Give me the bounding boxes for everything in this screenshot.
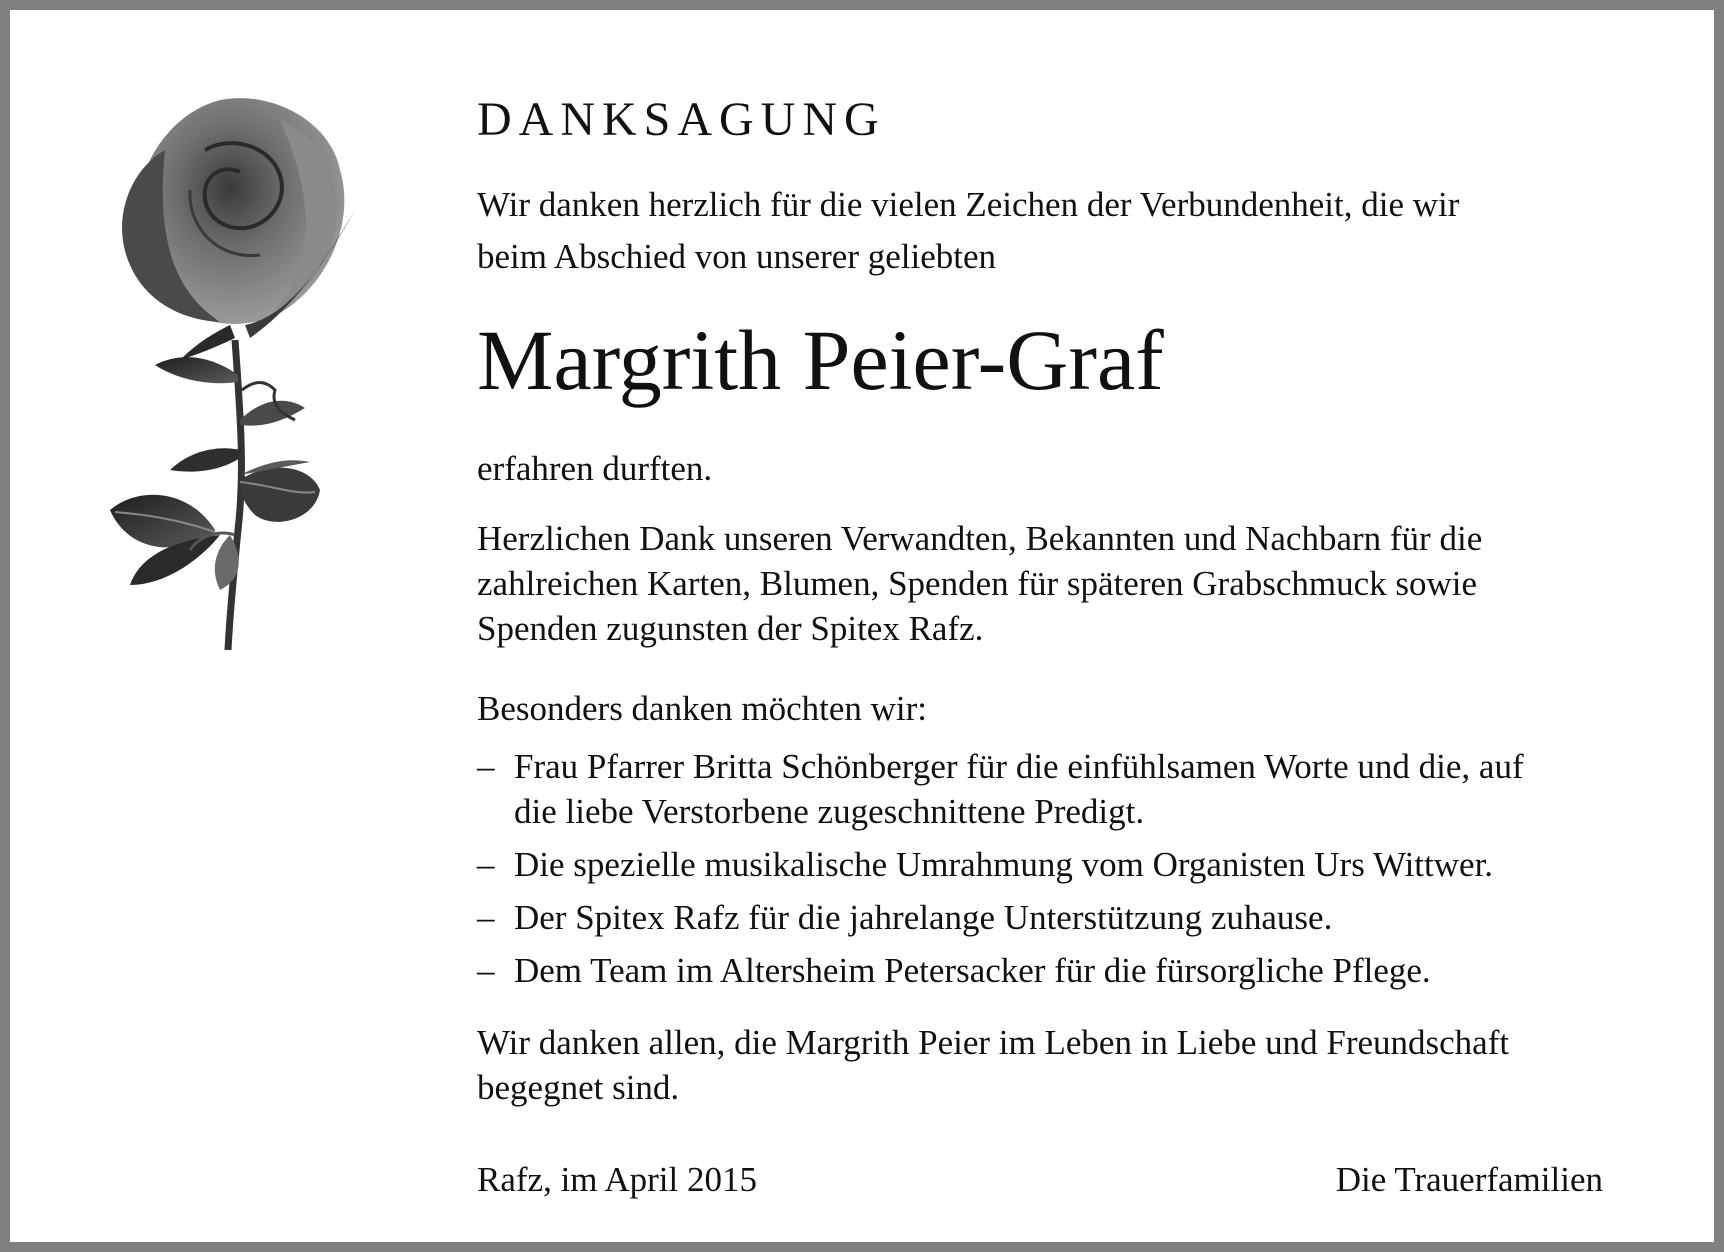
closing-line-1: Wir danken allen, die Margrith Peier im Leben in Liebe und Freundschaft <box>477 1023 1510 1062</box>
special-item-text: Dem Team im Altersheim Petersacker für die fürsorgliche Pflege. <box>514 951 1431 990</box>
intro-end: erfahren durften. <box>477 449 713 488</box>
rose-image <box>70 90 410 650</box>
special-item-text: Frau Pfarrer Britta Schönberger für die einfühlsamen Worte und die, auf <box>514 747 1524 786</box>
thanks-line-1: Herzlichen Dank unseren Verwandten, Bekannten und Nachbarn für die <box>477 519 1483 558</box>
bullet-dash: – <box>477 898 495 937</box>
deceased-name: Margrith Peier-Graf <box>477 312 1164 408</box>
special-item-text: die liebe Verstorbene zugeschnittene Predigt. <box>514 792 1145 831</box>
signature: Die Trauerfamilien <box>1335 1160 1603 1199</box>
closing-line-2: begegnet sind. <box>477 1068 680 1107</box>
thanks-line-2: zahlreichen Karten, Blumen, Spenden für späteren Grabschmuck sowie <box>477 564 1478 603</box>
special-item-text: Der Spitex Rafz für die jahrelange Unterstützung zuhause. <box>514 898 1333 937</box>
bullet-dash: – <box>477 845 495 884</box>
bullet-dash: – <box>477 747 495 786</box>
thanks-line-3: Spenden zugunsten der Spitex Rafz. <box>477 609 984 648</box>
bullet-dash: – <box>477 951 495 990</box>
place-date: Rafz, im April 2015 <box>477 1160 757 1199</box>
intro-line-1: Wir danken herzlich für die vielen Zeichen der Verbundenheit, die wir <box>477 185 1460 224</box>
intro-line-2: beim Abschied von unserer geliebten <box>477 237 997 276</box>
special-item-text: Die spezielle musikalische Umrahmung vom Organisten Urs Wittwer. <box>514 845 1494 884</box>
special-heading: Besonders danken möchten wir: <box>477 689 928 728</box>
notice-title: DANKSAGUNG <box>477 93 886 146</box>
